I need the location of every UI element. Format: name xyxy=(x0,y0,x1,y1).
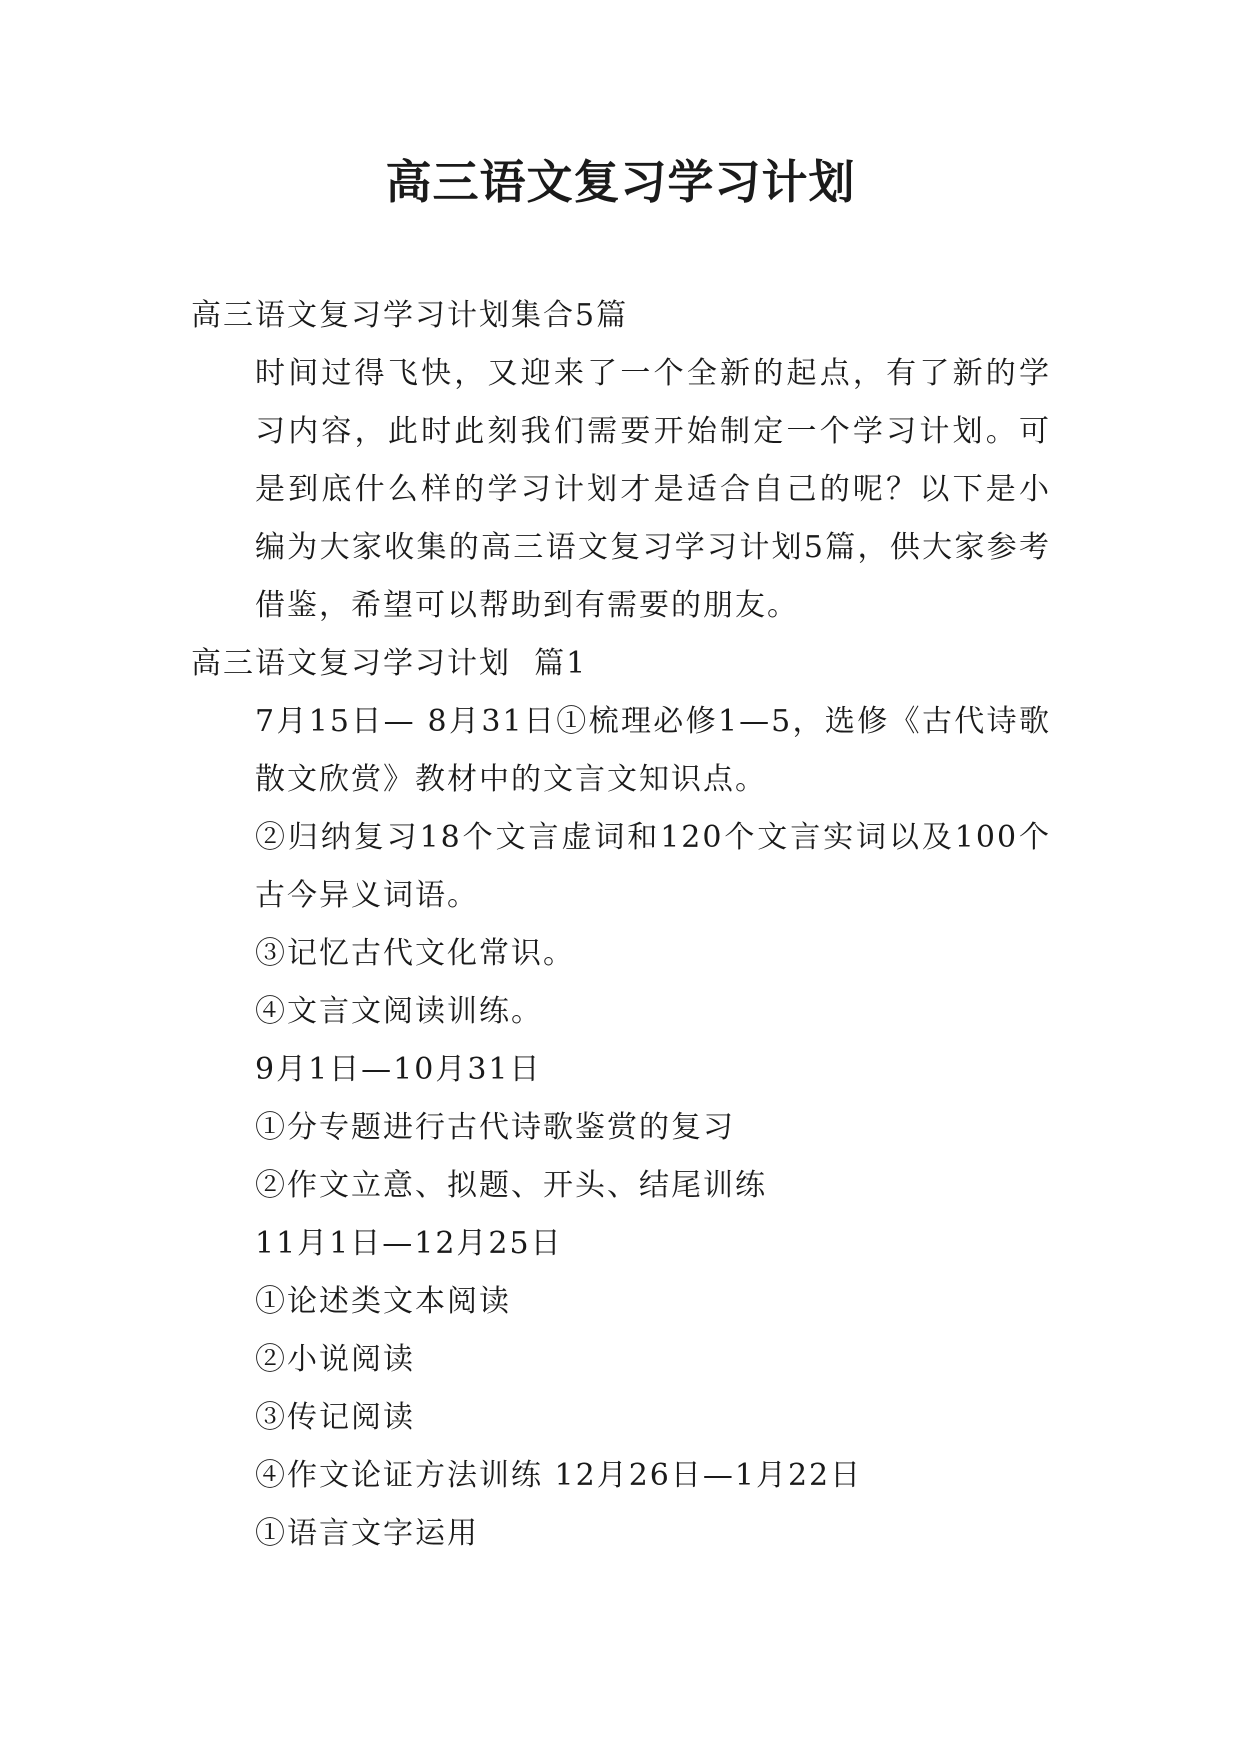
plan-line: ②作文立意、拟题、开头、结尾训练 xyxy=(255,1168,767,1203)
plan-line: ①论述类文本阅读 xyxy=(255,1284,511,1319)
document-body xyxy=(191,287,1051,1563)
plan-line: ①分专题进行古代诗歌鉴赏的复习 xyxy=(255,1110,735,1145)
plan-line: ①语言文字运用 xyxy=(255,1516,479,1551)
plan-line: ③传记阅读 xyxy=(255,1400,415,1435)
plan-date-range: 9月1日—10月31日 xyxy=(255,1052,542,1087)
plan-line: ④文言文阅读训练。 xyxy=(255,994,543,1029)
plan-line: ③记忆古代文化常识。 xyxy=(255,936,575,971)
plan-line: ②归纳复习18个文言虚词和120个文言实词以及100个古今异义词语。 xyxy=(255,820,1051,913)
plan-date-range: 11月1日—12月25日 xyxy=(255,1226,563,1261)
plan-line: ④作文论证方法训练 12月26日—1月22日 xyxy=(255,1458,863,1493)
collection-subtitle: 高三语文复习学习计划集合5篇 xyxy=(191,298,629,333)
intro-paragraph: 时间过得飞快，又迎来了一个全新的起点，有了新的学习内容，此时此刻我们需要开始制定一个学习计划。可是到底什么样的学习计划才是适合自己的呢？以下是小编为大家收集的高三语文复习学习计划5篇，供大家参考借鉴，希望可以帮助到有需要的朋友。 xyxy=(255,356,1051,623)
plan-line: ②小说阅读 xyxy=(255,1342,415,1377)
document-title: 高三语文复习学习计划 xyxy=(385,155,856,209)
plan-line: 7月15日— 8月31日①梳理必修1—5，选修《古代诗歌散文欣赏》教材中的文言文知识点。 xyxy=(255,704,1051,797)
section-heading: 高三语文复习学习计划 篇1 xyxy=(191,646,588,681)
